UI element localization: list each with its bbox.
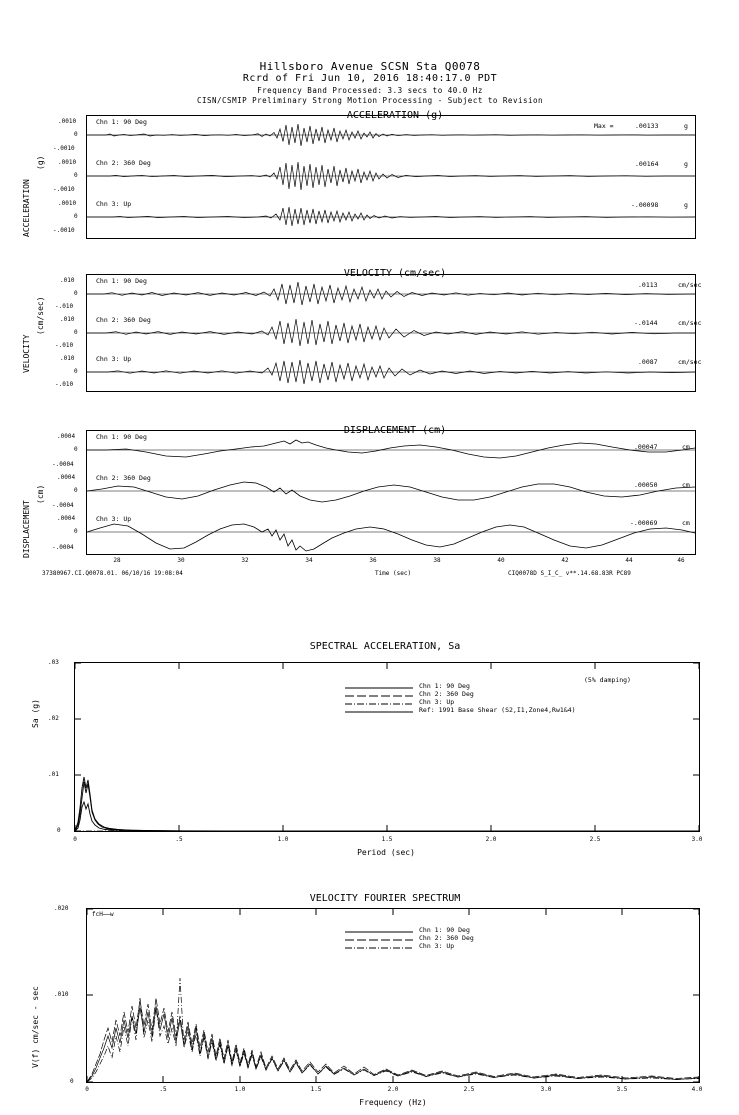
displacement-unit-2: cm bbox=[682, 481, 690, 489]
fourier-xtick-05: .5 bbox=[159, 1086, 167, 1093]
velocity-peak-3: .0087 bbox=[638, 358, 658, 366]
sa-ytick-01: .01 bbox=[48, 771, 59, 778]
velocity-unit-3: cm/sec bbox=[678, 358, 702, 366]
time-xtick-28: 28 bbox=[113, 557, 121, 564]
time-xtick-30: 30 bbox=[177, 557, 185, 564]
sa-xtick-25: 2.5 bbox=[589, 836, 601, 843]
displacement-unit-3: cm bbox=[682, 519, 690, 527]
acceleration-unit-2: g bbox=[684, 160, 688, 168]
displacement-ytick-top-1: .0004 bbox=[57, 433, 76, 440]
sa-xlabel: Period (sec) bbox=[357, 848, 415, 857]
fourier-legend-item-1: Chn 1: 90 Deg bbox=[419, 926, 470, 934]
sa-xtick-10: 1.0 bbox=[277, 836, 289, 843]
time-xtick-40: 40 bbox=[497, 557, 505, 564]
fourier-ytick-0: 0 bbox=[70, 1078, 74, 1085]
velocity-title: VELOCITY (cm/sec) bbox=[343, 268, 447, 279]
velocity-chan-2: Chn 2: 360 Deg bbox=[96, 316, 151, 324]
acceleration-unit-1: g bbox=[684, 122, 688, 130]
time-xtick-42: 42 bbox=[561, 557, 569, 564]
footer-right: CIQ0078D S_I_C_ v**.14.68.83R PC89 bbox=[508, 570, 631, 577]
velocity-peak-1: .0113 bbox=[638, 281, 658, 289]
fourier-xtick-10: 1.0 bbox=[234, 1086, 246, 1093]
velocity-yunit: (cm/sec) bbox=[36, 296, 45, 335]
acceleration-max-label: Max = bbox=[594, 122, 614, 130]
displacement-unit-1: cm bbox=[682, 443, 690, 451]
velocity-ytick-top-2: .010 bbox=[60, 316, 75, 323]
time-xtick-38: 38 bbox=[433, 557, 441, 564]
velocity-ytick-mid-1: 0 bbox=[74, 290, 78, 297]
footer-left: 37380967.CI.Q0078.01. 06/10/16 19:08:04 bbox=[42, 570, 183, 577]
acceleration-chan-1: Chn 1: 90 Deg bbox=[96, 118, 147, 126]
sa-xtick-0: 0 bbox=[73, 836, 77, 843]
velocity-ytick-bot-2: -.010 bbox=[55, 342, 74, 349]
sa-xtick-05: .5 bbox=[175, 836, 183, 843]
acceleration-ytick-top-1: .0010 bbox=[58, 118, 77, 125]
sa-legend-item-1: Chn 1: 90 Deg bbox=[419, 682, 470, 690]
sa-xtick-30: 3.0 bbox=[691, 836, 703, 843]
acceleration-yunit: (g) bbox=[36, 155, 45, 170]
acceleration-title: ACCELERATION (g) bbox=[346, 110, 444, 121]
sa-legend-lines bbox=[345, 684, 415, 720]
fourier-xtick-0: 0 bbox=[85, 1086, 89, 1093]
velocity-ytick-bot-1: -.010 bbox=[55, 303, 74, 310]
displacement-ytick-bot-1: -.0004 bbox=[52, 461, 74, 468]
displacement-yunit: (cm) bbox=[36, 484, 45, 504]
sa-xtick-20: 2.0 bbox=[485, 836, 497, 843]
acceleration-unit-3: g bbox=[684, 201, 688, 209]
time-xtick-32: 32 bbox=[241, 557, 249, 564]
displacement-ytick-bot-2: -.0004 bbox=[52, 502, 74, 509]
sa-legend-item-3: Chn 3: Up bbox=[419, 698, 455, 706]
acceleration-ytick-mid-1: 0 bbox=[74, 131, 78, 138]
acceleration-ytick-mid-2: 0 bbox=[74, 172, 78, 179]
acceleration-chan-3: Chn 3: Up bbox=[96, 200, 132, 208]
acceleration-ytick-bot-1: -.0010 bbox=[53, 145, 75, 152]
displacement-ytick-top-2: .0004 bbox=[57, 474, 76, 481]
acceleration-ylabel: ACCELERATION bbox=[22, 179, 31, 237]
acceleration-plot bbox=[86, 115, 696, 239]
time-xtick-36: 36 bbox=[369, 557, 377, 564]
fourier-legend-lines bbox=[345, 928, 415, 952]
displacement-ytick-bot-3: -.0004 bbox=[52, 544, 74, 551]
velocity-unit-2: cm/sec bbox=[678, 319, 702, 327]
displacement-ytick-mid-2: 0 bbox=[74, 487, 78, 494]
displacement-peak-2: .00050 bbox=[634, 481, 658, 489]
displacement-chan-1: Chn 1: 90 Deg bbox=[96, 433, 147, 441]
velocity-ytick-bot-3: -.010 bbox=[55, 381, 74, 388]
header-record-time: Rcrd of Fri Jun 10, 2016 18:40:17.0 PDT bbox=[242, 73, 498, 84]
acceleration-peak-1: .00133 bbox=[635, 122, 659, 130]
fourier-xtick-15: 1.5 bbox=[310, 1086, 322, 1093]
sa-damping-note: (5% damping) bbox=[584, 676, 631, 684]
acceleration-ytick-top-2: .0010 bbox=[58, 159, 77, 166]
fourier-legend-item-2: Chn 2: 360 Deg bbox=[419, 934, 474, 942]
velocity-ytick-top-1: .010 bbox=[60, 277, 75, 284]
fourier-xtick-20: 2.0 bbox=[387, 1086, 399, 1093]
displacement-ylabel: DISPLACEMENT bbox=[22, 500, 31, 558]
sa-ytick-0: 0 bbox=[57, 827, 61, 834]
displacement-plot bbox=[86, 430, 696, 555]
fourier-xtick-30: 3.0 bbox=[540, 1086, 552, 1093]
header-note: CISN/CSMIP Preliminary Strong Motion Processing - Subject to Revision bbox=[196, 96, 544, 105]
velocity-ytick-top-3: .010 bbox=[60, 355, 75, 362]
velocity-plot bbox=[86, 274, 696, 392]
fourier-xtick-40: 4.0 bbox=[691, 1086, 703, 1093]
acceleration-ytick-mid-3: 0 bbox=[74, 213, 78, 220]
time-xtick-34: 34 bbox=[305, 557, 313, 564]
acceleration-ytick-top-3: .0010 bbox=[58, 200, 77, 207]
displacement-ytick-mid-1: 0 bbox=[74, 446, 78, 453]
sa-legend-item-4: Ref: 1991 Base Shear (S2,I1,Zone4,Rw1&4) bbox=[419, 706, 576, 714]
fourier-legend-item-3: Chn 3: Up bbox=[419, 942, 455, 950]
velocity-chan-1: Chn 1: 90 Deg bbox=[96, 277, 147, 285]
velocity-ytick-mid-3: 0 bbox=[74, 368, 78, 375]
footer-time-axis-label: Time (sec) bbox=[374, 570, 412, 577]
displacement-title: DISPLACEMENT (cm) bbox=[343, 425, 447, 436]
velocity-chan-3: Chn 3: Up bbox=[96, 355, 132, 363]
velocity-peak-2: -.0144 bbox=[634, 319, 658, 327]
displacement-peak-3: -.00069 bbox=[630, 519, 658, 527]
fourier-ylabel: V(f) cm/sec - sec bbox=[31, 986, 40, 1068]
header-band: Frequency Band Processed: 3.3 secs to 40.0 Hz bbox=[257, 86, 483, 95]
fourier-title: VELOCITY FOURIER SPECTRUM bbox=[309, 893, 461, 904]
fourier-xlabel: Frequency (Hz) bbox=[359, 1098, 427, 1107]
fourier-ytick-020: .020 bbox=[54, 905, 69, 912]
fourier-corner-note: fcH̶̶w bbox=[92, 911, 114, 918]
sa-title: SPECTRAL ACCELERATION, Sa bbox=[309, 641, 461, 652]
fourier-xtick-25: 2.5 bbox=[463, 1086, 475, 1093]
acceleration-peak-3: -.00098 bbox=[631, 201, 659, 209]
acceleration-ytick-bot-3: -.0010 bbox=[53, 227, 75, 234]
velocity-ytick-mid-2: 0 bbox=[74, 329, 78, 336]
velocity-unit-1: cm/sec bbox=[678, 281, 702, 289]
displacement-chan-2: Chn 2: 360 Deg bbox=[96, 474, 151, 482]
displacement-ytick-top-3: .0004 bbox=[57, 515, 76, 522]
sa-ytick-03: .03 bbox=[48, 659, 59, 666]
time-xtick-46: 46 bbox=[677, 557, 685, 564]
displacement-chan-3: Chn 3: Up bbox=[96, 515, 132, 523]
velocity-ylabel: VELOCITY bbox=[22, 334, 31, 373]
sa-legend-item-2: Chn 2: 360 Deg bbox=[419, 690, 474, 698]
fourier-ytick-010: .010 bbox=[54, 991, 69, 998]
sa-xtick-15: 1.5 bbox=[381, 836, 393, 843]
sa-ylabel: Sa (g) bbox=[31, 699, 40, 728]
time-xtick-44: 44 bbox=[625, 557, 633, 564]
header-station: Hillsboro Avenue SCSN Sta Q0078 bbox=[259, 60, 481, 73]
acceleration-ytick-bot-2: -.0010 bbox=[53, 186, 75, 193]
acceleration-peak-2: .00164 bbox=[635, 160, 659, 168]
sa-ytick-02: .02 bbox=[48, 715, 59, 722]
displacement-ytick-mid-3: 0 bbox=[74, 528, 78, 535]
displacement-peak-1: .00047 bbox=[634, 443, 658, 451]
acceleration-chan-2: Chn 2: 360 Deg bbox=[96, 159, 151, 167]
fourier-xtick-35: 3.5 bbox=[616, 1086, 628, 1093]
